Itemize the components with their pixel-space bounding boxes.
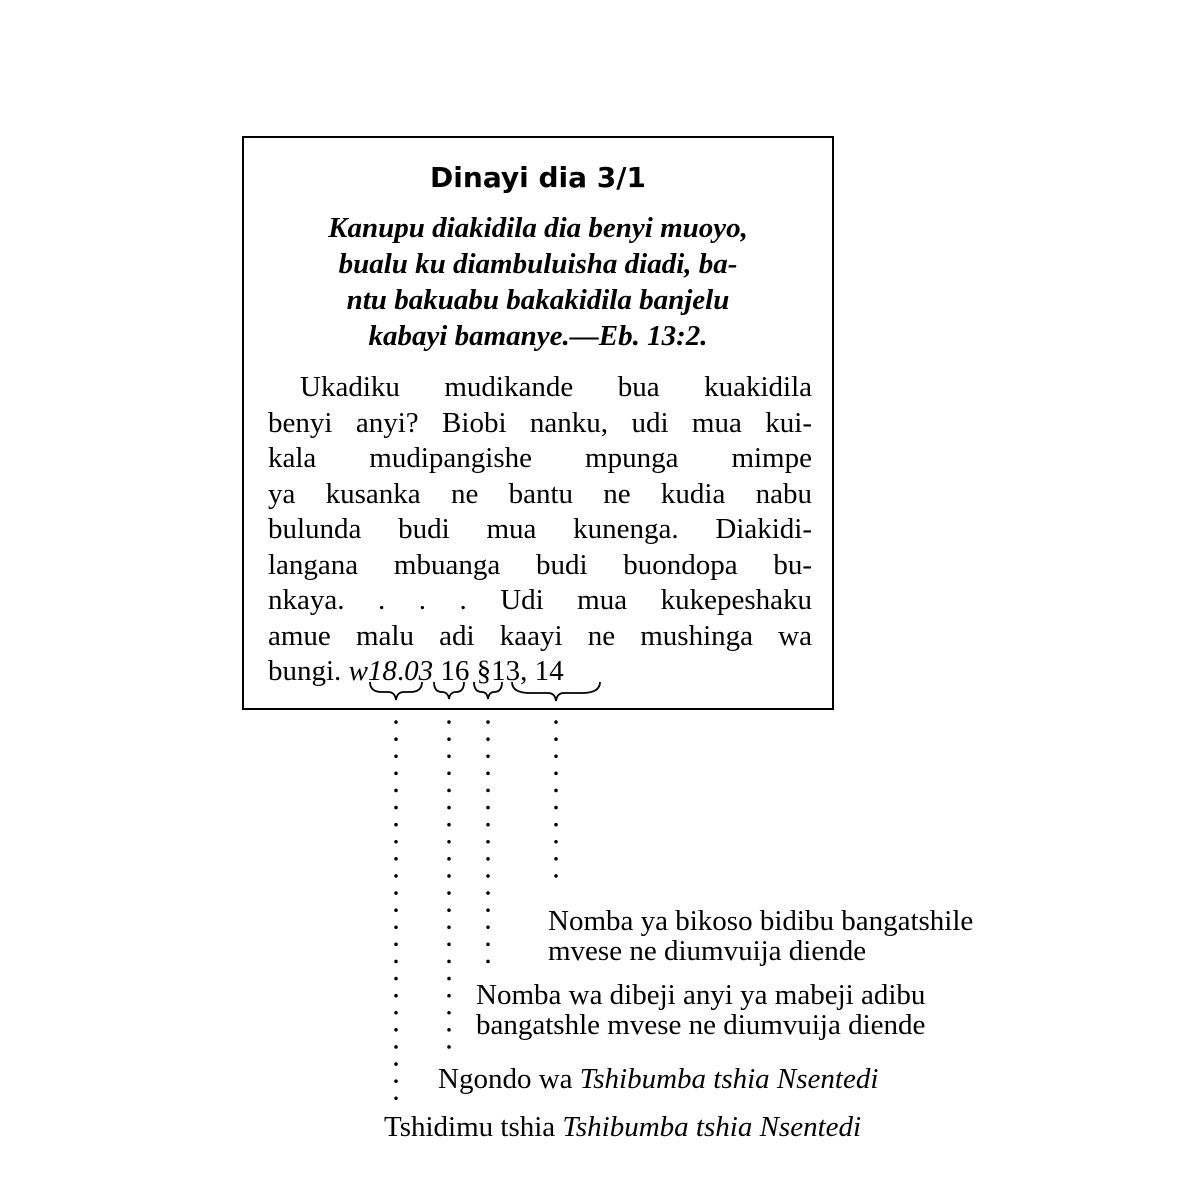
label-month bbox=[438, 1064, 878, 1094]
reference-month: 03 bbox=[404, 655, 434, 687]
reference-publication: w18 bbox=[348, 655, 397, 687]
label-prefix: Tshidimu tshia bbox=[384, 1111, 556, 1143]
brace-publication bbox=[370, 682, 422, 700]
label-line: Nomba wa dibeji anyi ya mabeji adibu bbox=[476, 979, 926, 1011]
label-paragraph-numbers bbox=[548, 906, 973, 966]
body-line: Ukadiku mudikande bua kuakidila bbox=[300, 371, 812, 403]
body-line: bulunda budi mua kunenga. Diakidi- bbox=[268, 513, 812, 545]
reference-paragraphs: §13, 14 bbox=[476, 655, 564, 687]
label-year bbox=[384, 1112, 861, 1142]
body-line: amue malu adi kaayi ne mushinga wa bbox=[268, 619, 812, 652]
brace-paragraphs bbox=[512, 682, 600, 701]
verse-line: Kanupu diakidila dia benyi muoyo, bbox=[328, 212, 748, 244]
label-line: Nomba ya bikoso bidibu bangatshile bbox=[548, 905, 974, 937]
label-line: mvese ne diumvuija diende bbox=[548, 935, 867, 967]
body-line: langana mbuanga budi buondopa bu- bbox=[268, 548, 812, 581]
body-line: kala mudipangishe mpunga mimpe bbox=[268, 442, 812, 474]
body-line: ya kusanka ne bantu ne kudia nabu bbox=[268, 477, 812, 510]
body-line: benyi anyi? Biobi nanku, udi mua kui- bbox=[268, 406, 812, 439]
label-line: bangatshle mvese ne diumvuija diende bbox=[476, 1009, 926, 1041]
reference-separator: . bbox=[396, 655, 405, 687]
label-prefix: Ngondo wa bbox=[438, 1063, 573, 1095]
label-title: Tshibumba tshia Nsentedi bbox=[562, 1111, 862, 1143]
label-page-numbers bbox=[476, 980, 925, 1040]
body-line: nkaya. . . . Udi mua kukepeshaku bbox=[268, 584, 812, 616]
brace-page bbox=[474, 682, 502, 699]
verse-line: ntu bakuabu bakakidila banjelu bbox=[346, 284, 730, 316]
label-title: Tshibumba tshia Nsentedi bbox=[579, 1063, 879, 1095]
verse-line: bualu ku diambuluisha diadi, ba- bbox=[338, 248, 738, 280]
date-heading: Dinayi dia 3/1 bbox=[430, 161, 646, 194]
reference-page: 16 bbox=[440, 655, 470, 687]
body-line-end: bungi. bbox=[268, 655, 342, 687]
brace-month bbox=[434, 682, 464, 699]
verse-line: kabayi bamanye.—Eb. 13:2. bbox=[368, 320, 708, 352]
